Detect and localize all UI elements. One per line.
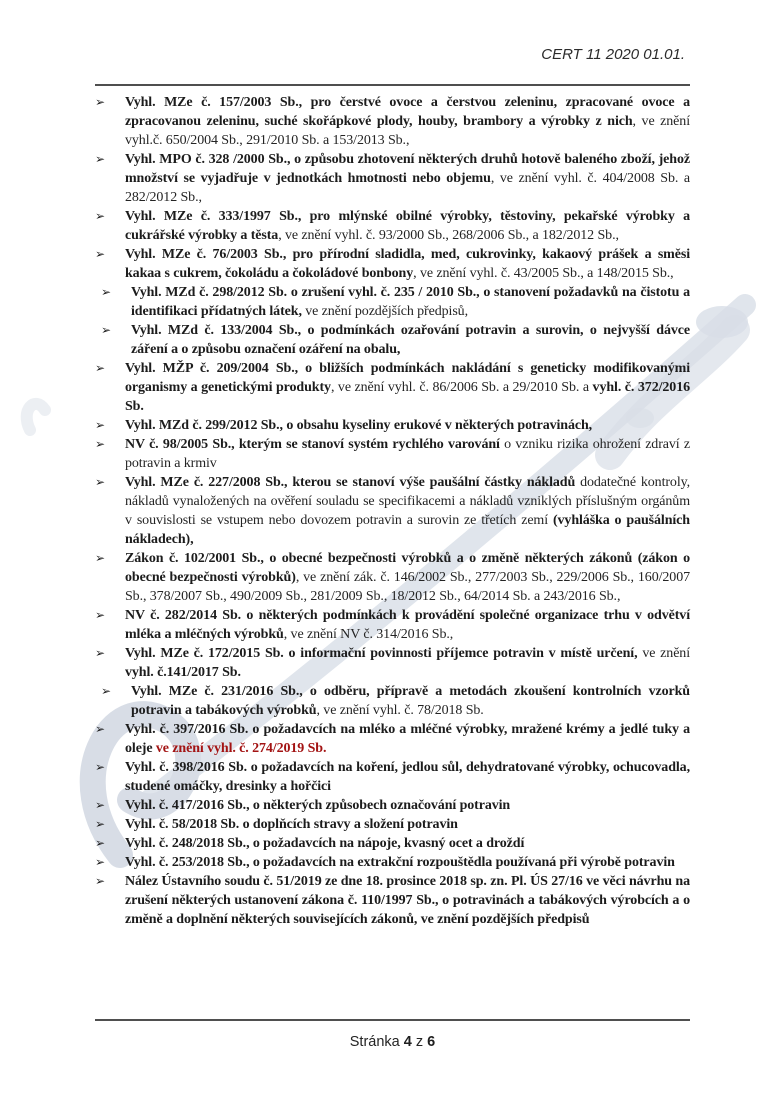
list-item [95,359,690,416]
regulation-list [95,93,690,929]
page-number [350,1034,435,1050]
list-item-text [125,872,690,929]
list-item-text [125,473,690,549]
list-item-text [125,796,690,815]
regulation-text-segment: ve znění pozdějších předpisů, [301,304,468,319]
regulation-text-segment: , ve znění NV č. 314/2016 Sb., [283,627,454,642]
list-item [95,796,690,815]
list-item-text [125,416,690,435]
arrow-bullet-icon: ➢ [95,798,105,812]
arrow-bullet-icon: ➢ [95,95,105,109]
list-item [95,834,690,853]
arrow-bullet-icon: ➢ [95,247,105,261]
arrow-bullet-icon: ➢ [95,418,105,432]
arrow-bullet-icon: ➢ [101,323,111,337]
arrow-bullet-icon: ➢ [95,855,105,869]
list-item-text [125,93,690,150]
regulation-text-segment: , ve znění vyhl. č. 43/2005 Sb., a 148/2015 Sb., [413,266,674,281]
list-item [95,245,690,283]
regulation-text-segment: Vyhl. MŽP č. 209/2004 Sb., o bližších podmínkách nakládání s geneticky modifikovanými organismy a genetickými produkty [125,361,690,395]
regulation-text-segment: Vyhl. MZe č. 333/1997 Sb., pro mlýnské obilné výrobky, těstoviny, pekařské výrobky a cukrářské výrobky a těsta [125,209,690,243]
list-item-text [125,720,690,758]
list-item [95,435,690,473]
arrow-bullet-icon: ➢ [95,209,105,223]
arrow-bullet-icon: ➢ [95,361,105,375]
list-item-text [131,321,690,359]
amendment-red-text: ve znění vyhl. č. 274/2019 Sb. [155,741,327,756]
regulation-text-segment: vyhl. č. 372/2016 Sb. [125,380,690,414]
arrow-bullet-icon: ➢ [95,551,105,565]
regulation-text-segment: Stránka [349,1034,404,1050]
list-item-text [125,834,690,853]
list-item [95,815,690,834]
regulation-text-segment: Vyhl. č. 397/2016 Sb. o požadavcích na mléko a mléčné výrobky, mražené krémy a jedlé tuky a oleje [125,722,690,756]
regulation-text-segment: Vyhl. MZe č. 172/2015 Sb. o informační povinnosti příjemce potravin v místě určení, [125,646,638,661]
list-item [95,150,690,207]
regulation-text-segment: Vyhl. č. 58/2018 Sb. o doplňcích stravy a složení potravin [125,817,458,832]
list-item-text [125,815,690,834]
header-reference: CERT 11 2020 01.01. [541,46,685,63]
list-item-text [125,359,690,416]
arrow-bullet-icon: ➢ [95,475,105,489]
list-item-text [131,682,690,720]
regulation-text-segment: Vyhl. č. 398/2016 Sb. o požadavcích na koření, jedlou sůl, dehydratované výrobky, ochucovadla, studené omáčky, dresinky a hořčici [125,760,690,794]
list-item [95,758,690,796]
arrow-bullet-icon: ➢ [95,722,105,736]
regulation-text-segment: NV č. 282/2014 Sb. o některých podmínkách k provádění společné organizace trhu v odvětví mléka a mléčných výrobků [125,608,690,642]
list-item-text [125,549,690,606]
list-item [95,93,690,150]
list-item [95,872,690,929]
regulation-text-segment: Vyhl. MZe č. 231/2016 Sb., o odběru, přípravě a metodách zkoušení kontrolních vzorků potravin a tabákových výrobků [131,684,690,718]
footer-divider [95,1019,690,1021]
list-item [95,606,690,644]
list-item [95,473,690,549]
regulation-text-segment: o vzniku rizika ohrožení zdraví z potravin a krmiv [125,437,690,471]
list-item-text [125,245,690,283]
regulation-text-segment: Vyhl. MZd č. 133/2004 Sb., o podmínkách ozařování potravin a surovin, o nejvyšší dávce záření a o způsobu označení ozáření na obalu, [131,323,690,357]
regulation-text-segment: (vyhláška o paušálních nákladech), [125,513,690,547]
regulation-text-segment: 4 [403,1034,412,1050]
regulation-text-segment: , ve znění vyhl. č. 93/2000 Sb., 268/2006 Sb., a 182/2012 Sb., [278,228,619,243]
list-item-text [131,283,690,321]
list-item-text [125,207,690,245]
list-item [95,283,690,321]
regulation-text-segment: Vyhl. č. 253/2018 Sb., o požadavcích na extrakční rozpouštědla používaná při výrobě potravin [125,855,675,870]
header-divider [95,84,690,86]
regulation-text-segment: Vyhl. MZe č. 76/2003 Sb., pro přírodní sladidla, med, cukrovinky, kakaový prášek a směsi kakaa s cukrem, čokoládu a čokoládové bonbony [125,247,690,281]
list-item [95,682,690,720]
regulation-text-segment: , ve znění vyhl.č. 650/2004 Sb., 291/2010 Sb. a 153/2013 Sb., [125,114,690,148]
regulation-text-segment: Vyhl. MPO č. 328 /2000 Sb., o způsobu zhotovení některých druhů hotově baleného zboží, jehož množství se vyjadřuje v jednotkách hmotnosti nebo objemu [125,152,690,186]
regulation-text-segment: , ve znění zák. č. 146/2002 Sb., 277/2003 Sb., 229/2006 Sb., 160/2007 Sb., 378/2007 Sb., 490/2009 Sb., 281/2009 Sb., 18/2012 Sb., 64/2014 Sb. a 243/2016 Sb., [125,570,690,604]
regulation-text-segment: , ve znění vyhl. č. 78/2018 Sb. [316,703,484,718]
list-item [95,549,690,606]
regulation-text-segment: z [411,1034,428,1050]
list-item [95,720,690,758]
arrow-bullet-icon: ➢ [95,760,105,774]
regulation-text-segment: vyhl. č.141/2017 Sb. [125,665,241,680]
list-item-text [125,853,690,872]
list-item [95,207,690,245]
arrow-bullet-icon: ➢ [101,285,111,299]
regulation-text-segment: Vyhl. MZe č. 227/2008 Sb., kterou se stanoví výše paušální částky nákladů [125,475,576,490]
regulation-text-segment: Zákon č. 102/2001 Sb., o obecné bezpečnosti výrobků a o změně některých zákonů (zákon o obecné bezpečnosti výrobků) [125,551,690,585]
regulation-text-segment: , ve znění vyhl. č. 86/2006 Sb. a 29/2010 Sb. a [330,380,593,395]
regulation-text-segment: Nález Ústavního soudu č. 51/2019 ze dne 18. prosince 2018 sp. zn. Pl. ÚS 27/16 ve věci návrhu na zrušení některých ustanovení zákona č. 110/1997 Sb., o potravinách a tabákových výrobcích a o změně a doplnění některých souvisejících zákonů, ve znění pozdějších předpisů [125,874,690,927]
list-item [95,416,690,435]
list-item [95,321,690,359]
page-footer [95,1034,690,1050]
list-item-text [125,150,690,207]
list-item-text [125,758,690,796]
regulation-text-segment: Vyhl. č. 417/2016 Sb., o některých způsobech označování potravin [125,798,511,813]
arrow-bullet-icon: ➢ [101,684,111,698]
arrow-bullet-icon: ➢ [95,437,105,451]
regulation-text-segment: Vyhl. č. 248/2018 Sb., o požadavcích na nápoje, kvasný ocet a droždí [125,836,525,851]
regulation-text-segment: , ve znění vyhl. č. 404/2008 Sb. a 282/2012 Sb., [125,171,690,205]
list-item [95,644,690,682]
regulation-text-segment: 6 [427,1034,436,1050]
regulation-text-segment: Vyhl. MZe č. 157/2003 Sb., pro čerstvé ovoce a čerstvou zeleninu, zpracované ovoce a zpracovanou zeleninu, suché skořápkové plody, houby, brambory a výrobky z nich [125,95,690,129]
list-item-text [125,644,690,682]
arrow-bullet-icon: ➢ [95,874,105,888]
list-item-text [125,606,690,644]
arrow-bullet-icon: ➢ [95,817,105,831]
regulation-text-segment: Vyhl. MZd č. 299/2012 Sb., o obsahu kyseliny erukové v některých potravinách, [125,418,593,433]
arrow-bullet-icon: ➢ [95,152,105,166]
arrow-bullet-icon: ➢ [95,836,105,850]
regulation-text-segment: ve znění [637,646,690,661]
arrow-bullet-icon: ➢ [95,608,105,622]
regulation-text-segment: NV č. 98/2005 Sb., kterým se stanoví systém rychlého varování [125,437,500,452]
regulation-text-segment: Vyhl. MZd č. 298/2012 Sb. o zrušení vyhl. č. 235 / 2010 Sb., o stanovení požadavků na čistotu a identifikaci přídatných látek, [131,285,690,319]
arrow-bullet-icon: ➢ [95,646,105,660]
list-item [95,853,690,872]
list-item-text [125,435,690,473]
regulation-text-segment: dodatečné kontroly, nákladů vynaložených na ověření souladu se specifikacemi a nákladů vzniklých příslušným orgánům v souvislosti se vstupem nebo dovozem potravin a surovin ze třetích zemí [125,475,690,528]
